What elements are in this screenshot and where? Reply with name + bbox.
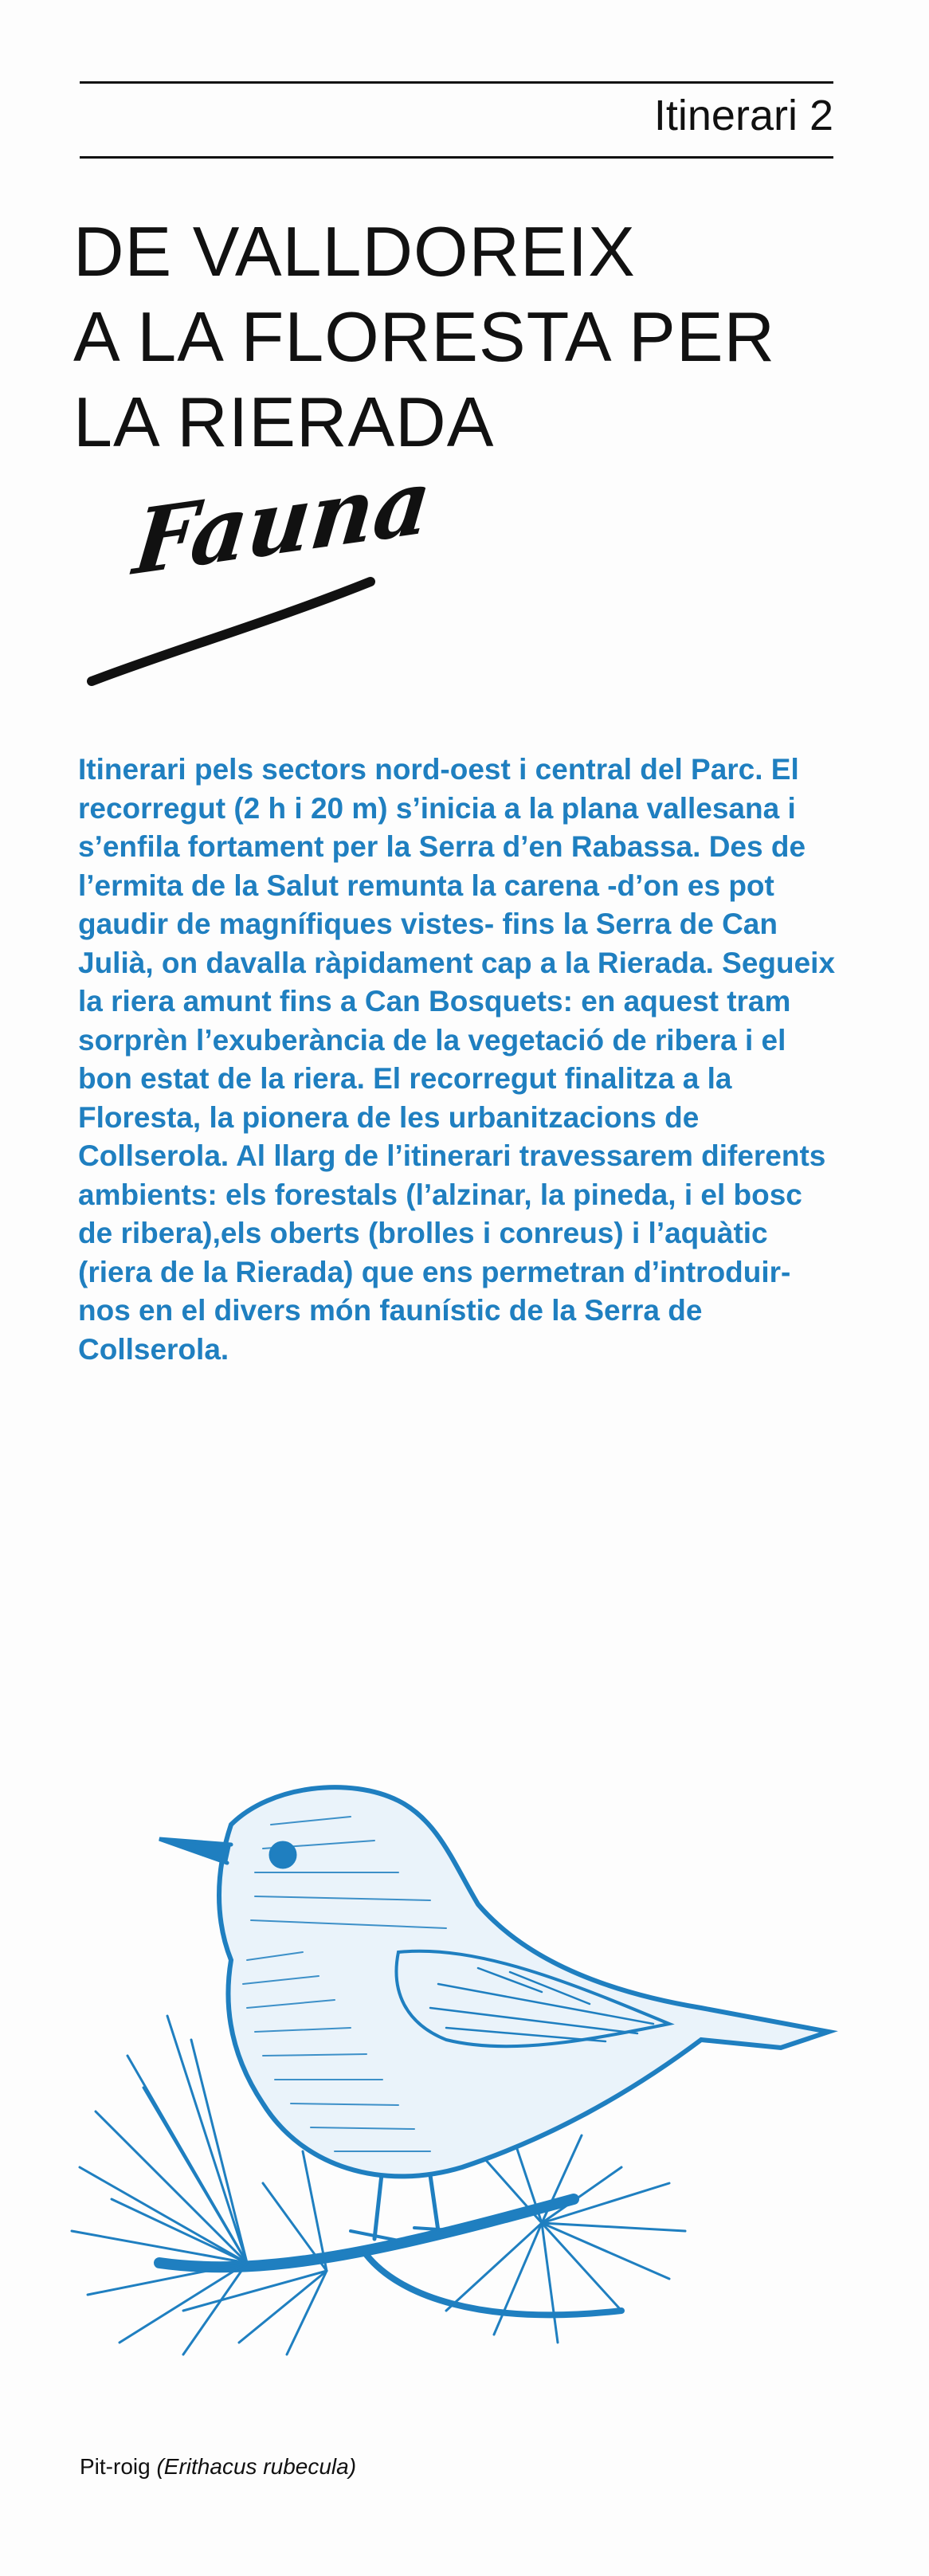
page-title xyxy=(73,209,838,465)
title-line-3: LA RIERADA xyxy=(73,382,495,461)
itinerary-number-label: Itinerari 2 xyxy=(653,92,833,139)
illustration-caption xyxy=(80,2454,356,2480)
caption-common-name: Pit-roig xyxy=(80,2454,151,2479)
robin-illustration xyxy=(64,1753,860,2358)
section-label-fauna: Fauna xyxy=(129,448,437,595)
title-line-2: A LA FLORESTA PER xyxy=(73,297,776,376)
caption-scientific-name: (Erithacus rubecula) xyxy=(156,2454,357,2479)
title-line-1: DE VALLDOREIX xyxy=(73,212,636,291)
header-rule-top xyxy=(80,81,833,84)
header-rule-bottom xyxy=(80,156,833,159)
intro-paragraph: Itinerari pels sectors nord-oest i central del Parc. El recorregut (2 h i 20 m) s’inicia a la plana vallesana i s’enfila fortament per la Serra d’en Rabassa. Des de l’ermita de la Salut remunta la carena -d’on es pot gaudir de magnífiques vistes- fins la Serra de Can Julià, on davalla ràpidament cap a la Rierada. Segueix la riera amunt fins a Can Bosquets: en aquest tram sorprèn l’exuberància de la vegetació de ribera i el bon estat de la riera. El recorregut finalitza a la Floresta, la pionera de les urbanitzacions de Collserola. Al llarg de l’itinerari travessarem diferents ambients: els forestals (l’alzinar, la pineda, i el bosc de ribera),els oberts (brolles i conreus) i l’aquàtic (riera de la Rierada) que ens permetran d’introduir-nos en el divers món faunístic de la Serra de Collserola. xyxy=(78,753,836,1366)
